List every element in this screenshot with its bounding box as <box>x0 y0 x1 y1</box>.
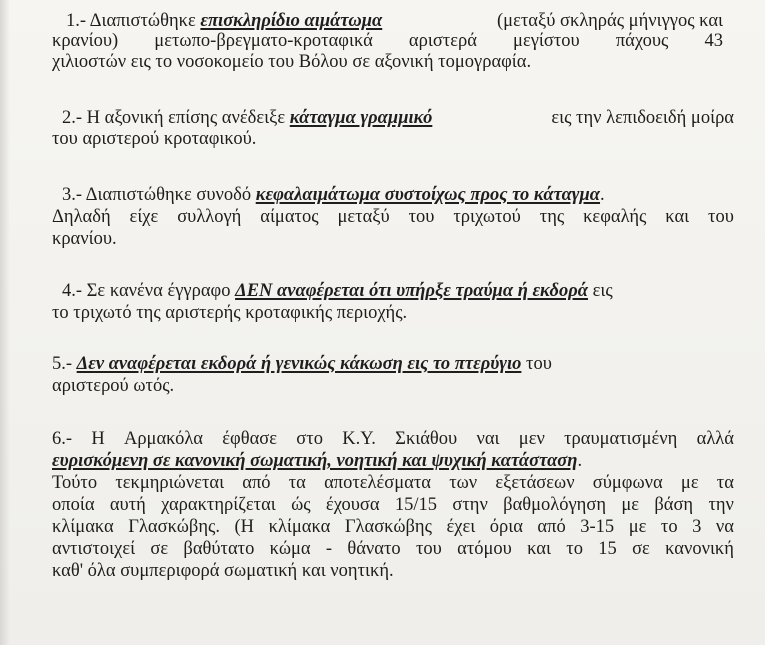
text-line <box>52 472 734 494</box>
line-text: χιλιοστών εις το νοσοκομείο του Βόλου σε αξονική τομογραφία. <box>52 52 532 72</box>
text-line <box>52 51 723 73</box>
word: κανονική <box>665 539 734 559</box>
word: ναι <box>476 429 500 449</box>
text-line <box>52 428 734 450</box>
word: της <box>539 207 565 227</box>
word: όρια <box>489 517 523 537</box>
word: στην <box>452 495 488 515</box>
text-line <box>52 353 734 375</box>
emphasized-text: επισκληρίδιο αιμάτωμα <box>200 11 383 31</box>
line-prefix: 3.- Διαπιστώθηκε συνοδό <box>62 185 256 205</box>
text-line <box>52 516 734 538</box>
line-suffix: εις την λεπιδοειδή μοίρα <box>546 108 734 128</box>
word: κλίμακα <box>52 517 114 537</box>
line-content <box>66 10 382 32</box>
line-suffix: εις <box>588 281 613 301</box>
word: των <box>449 473 478 493</box>
word: από <box>242 473 271 493</box>
word: αποτελέσματα <box>324 473 431 493</box>
word: έχει <box>446 517 476 537</box>
word: κλίμακα <box>268 517 331 537</box>
word: το <box>566 539 583 559</box>
text-line <box>52 228 172 250</box>
line-content <box>62 281 613 301</box>
word: σε <box>632 539 650 559</box>
word: χαρακτηρίζεται <box>161 495 276 515</box>
line-prefix: 5.- <box>52 354 77 374</box>
word: το <box>660 517 678 537</box>
word: κεφαλής <box>583 207 647 227</box>
word: μεν <box>518 429 545 449</box>
line-suffix: του <box>521 354 552 374</box>
word: στο <box>296 429 323 449</box>
word: βάση <box>654 495 694 515</box>
word: σύμφωνα <box>592 473 663 493</box>
word: τριχωτού <box>453 207 521 227</box>
word: αντιστοιχεί <box>52 539 136 559</box>
word: και <box>527 539 551 559</box>
text-line <box>62 280 734 302</box>
word: 15 <box>598 539 617 559</box>
emphasized-text: ΔΕΝ αναφέρεται ότι υπήρξε τραύμα ή εκδορά <box>235 281 588 301</box>
word: και <box>665 207 690 227</box>
word: οποία <box>52 495 95 515</box>
emphasized-text: κάταγμα γραμμικό <box>289 108 433 128</box>
text-line <box>52 128 452 150</box>
line-content <box>52 354 552 374</box>
word: σε <box>150 539 169 559</box>
word: από <box>537 517 566 537</box>
word: του <box>408 207 435 227</box>
word: να <box>715 517 734 537</box>
word: 6.- <box>52 429 73 449</box>
word: τεκμηριώνεται <box>115 473 225 493</box>
text-line <box>62 184 734 206</box>
word: με <box>621 495 640 515</box>
line-prefix: 2.- Η αξονική επίσης ανέδειξε <box>62 108 290 128</box>
word: τραυματισμένη <box>564 429 678 449</box>
text-line <box>52 560 734 582</box>
word: κώμα <box>269 539 311 559</box>
word: τα <box>716 473 734 493</box>
word: 3 <box>692 517 702 537</box>
word: συλλογή <box>177 207 242 227</box>
word: Τούτο <box>52 473 98 493</box>
word: αυτή <box>109 495 146 515</box>
text-line <box>62 107 734 129</box>
word: μεταξύ <box>337 207 390 227</box>
line-prefix: 1.- Διαπιστώθηκε <box>66 11 201 31</box>
word: του <box>415 539 442 559</box>
line-text: αριστερού ωτός. <box>52 376 175 396</box>
line-content <box>52 451 582 471</box>
word: του <box>708 207 734 227</box>
line-text: το τριχωτό της αριστερής κροταφικής περιοχής. <box>52 303 408 323</box>
word: 15/15 <box>394 495 438 515</box>
word: κρανίου) <box>52 31 119 51</box>
emphasized-text: ευρισκόμενη σε κανονική σωματική, νοητική και ψυχική κατάσταση <box>52 451 578 471</box>
word: αριστερά <box>408 31 477 51</box>
text-line <box>52 302 552 324</box>
word: 3-15 <box>580 517 615 537</box>
word: Γλασκώβης. <box>128 517 220 537</box>
word: μεγίστου <box>513 31 580 51</box>
word: μετωπο-βρεγματο-κροταφικά <box>154 31 373 51</box>
word: θάνατο <box>347 539 401 559</box>
word: έφθασε <box>222 429 278 449</box>
word: Αρμακόλα <box>123 429 203 449</box>
word: Η <box>91 429 105 449</box>
word: αλλά <box>696 429 734 449</box>
line-text: του αριστερού κροταφικού. <box>52 129 257 149</box>
word: ώς <box>291 495 311 515</box>
word: 43 <box>704 31 723 51</box>
emphasized-text: κεφαλαιμάτωμα συστοίχως προς το κάταγμα <box>255 185 601 205</box>
line-suffix: . <box>600 185 605 205</box>
word: έχουσα <box>325 495 380 515</box>
word: ατόμου <box>457 539 512 559</box>
line-content <box>62 107 432 129</box>
line-suffix: . <box>577 451 583 471</box>
word: αίματος <box>260 207 319 227</box>
word: Γλασκώβης <box>344 517 432 537</box>
word: πάχους <box>615 31 669 51</box>
text-line <box>52 30 723 52</box>
word: Κ.Υ. <box>342 429 376 449</box>
line-prefix: 4.- Σε κανένα έγγραφο <box>62 281 236 301</box>
word: εξετάσεων <box>495 473 575 493</box>
word: με <box>628 517 647 537</box>
line-text: καθ' όλα συμπεριφορά σωματική και νοητική. <box>52 561 394 581</box>
line-suffix: (μεταξύ σκληράς μήνιγγος και <box>492 11 723 31</box>
line-content <box>62 185 605 205</box>
word: Δηλαδή <box>52 207 111 227</box>
word: τα <box>288 473 306 493</box>
text-line <box>52 206 734 228</box>
text-line <box>52 538 734 560</box>
word: είχε <box>129 207 159 227</box>
word: την <box>708 495 734 515</box>
line-text: κρανίου. <box>52 229 117 249</box>
text-line <box>52 450 734 472</box>
text-line <box>52 375 352 397</box>
word: βαθύτατο <box>183 539 255 559</box>
word: βαθμολόγηση <box>503 495 607 515</box>
text-line <box>66 10 723 32</box>
word: (Η <box>234 517 255 537</box>
word: Σκιάθου <box>395 429 458 449</box>
word: - <box>325 539 333 559</box>
text-line <box>52 494 734 516</box>
word: με <box>680 473 699 493</box>
emphasized-text: Δεν αναφέρεται εκδορά ή γενικώς κάκωση εις το πτερύγιο <box>76 354 522 374</box>
